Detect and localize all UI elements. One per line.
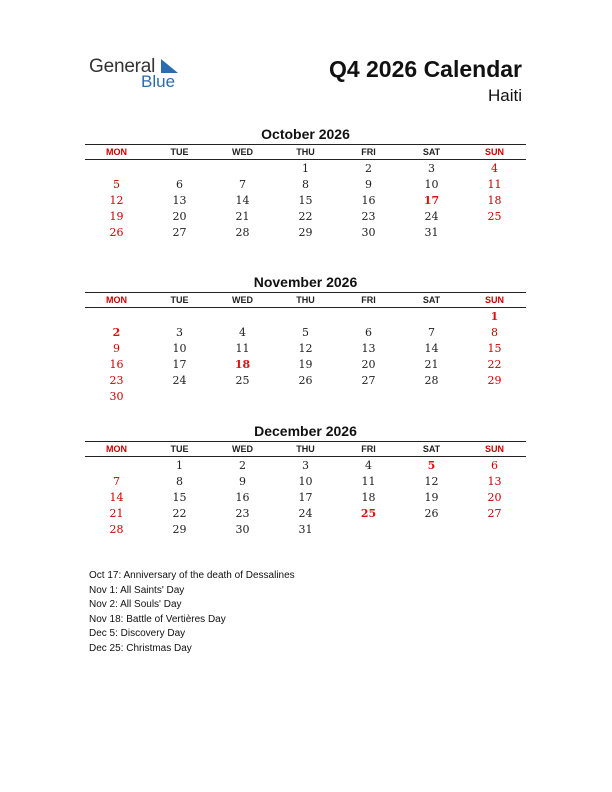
empty-day-cell	[337, 309, 400, 325]
day-cell: 31	[298, 523, 313, 536]
day-cell: 27	[487, 507, 502, 520]
day-header-row	[85, 144, 526, 160]
day-cell: 13	[487, 475, 502, 488]
week-row	[85, 225, 526, 241]
day-cell: 11	[361, 475, 376, 488]
day-cell: 9	[365, 178, 372, 191]
day-cell: 26	[298, 374, 313, 387]
empty-day-cell	[337, 389, 400, 405]
month-grid	[85, 161, 526, 241]
day-cell: 22	[172, 507, 187, 520]
day-cell: 9	[239, 475, 246, 488]
day-cell: 15	[172, 491, 187, 504]
day-cell: 20	[172, 210, 187, 223]
day-cell: 24	[298, 507, 313, 520]
month-december	[85, 422, 526, 538]
logo	[89, 56, 189, 96]
month-grid	[85, 309, 526, 405]
day-cell: 29	[298, 226, 313, 239]
day-header-thu: THU	[296, 444, 315, 454]
day-cell: 7	[428, 326, 435, 339]
day-cell: 16	[109, 358, 124, 371]
week-row	[85, 193, 526, 209]
day-cell: 13	[361, 342, 376, 355]
day-cell: 23	[361, 210, 376, 223]
month-october	[85, 125, 526, 241]
day-cell: 26	[424, 507, 439, 520]
day-cell: 7	[113, 475, 120, 488]
day-cell: 6	[365, 326, 372, 339]
country-name: Haiti	[487, 86, 522, 105]
empty-day-cell	[85, 161, 148, 177]
day-cell: 30	[235, 523, 250, 536]
day-cell: 24	[172, 374, 187, 387]
day-cell: 14	[424, 342, 439, 355]
holiday-list	[89, 569, 295, 656]
logo-text-blue: Blue	[141, 72, 176, 91]
day-cell: 16	[361, 194, 376, 207]
month-grid	[85, 458, 526, 538]
week-row	[85, 357, 526, 373]
day-cell: 18	[487, 194, 502, 207]
month-title: October 2026	[261, 126, 350, 142]
day-header-sun: SUN	[484, 147, 504, 157]
day-header-tue: TUE	[170, 147, 189, 157]
empty-day-cell	[148, 389, 211, 405]
empty-day-cell	[148, 161, 211, 177]
day-header-wed: WED	[232, 444, 253, 454]
day-cell: 11	[235, 342, 250, 355]
day-cell: 4	[239, 326, 246, 339]
day-header-tue: TUE	[170, 295, 189, 305]
day-cell: 5	[113, 178, 120, 191]
empty-day-cell	[211, 389, 274, 405]
day-header-fri: FRI	[361, 444, 376, 454]
day-cell: 15	[298, 194, 313, 207]
week-row	[85, 309, 526, 325]
day-cell: 25	[360, 507, 377, 520]
day-cell: 29	[487, 374, 502, 387]
day-cell: 23	[109, 374, 124, 387]
empty-day-cell	[463, 225, 526, 241]
day-cell: 1	[302, 162, 309, 175]
empty-day-cell	[211, 161, 274, 177]
day-cell: 21	[235, 210, 250, 223]
empty-day-cell	[400, 522, 463, 538]
holiday-item: Dec 25: Christmas Day	[89, 642, 192, 654]
week-row	[85, 161, 526, 177]
day-header-thu: THU	[296, 147, 315, 157]
day-cell: 8	[176, 475, 183, 488]
day-cell: 28	[235, 226, 250, 239]
day-header-row	[85, 441, 526, 457]
day-cell: 15	[487, 342, 502, 355]
day-header-tue: TUE	[170, 444, 189, 454]
day-cell: 2	[239, 459, 246, 472]
week-row	[85, 389, 526, 405]
day-header-row	[85, 292, 526, 308]
day-header-mon: MON	[106, 295, 127, 305]
day-header-sun: SUN	[484, 295, 504, 305]
day-cell: 14	[109, 491, 124, 504]
empty-day-cell	[400, 309, 463, 325]
week-row	[85, 490, 526, 506]
empty-day-cell	[85, 458, 148, 474]
day-cell: 10	[172, 342, 187, 355]
day-cell: 2	[112, 326, 121, 339]
holiday-item: Oct 17: Anniversary of the death of Dessalines	[89, 570, 295, 581]
month-november	[85, 273, 526, 405]
week-row	[85, 341, 526, 357]
day-cell: 17	[423, 194, 440, 207]
day-cell: 10	[298, 475, 313, 488]
month-title: December 2026	[254, 423, 357, 439]
empty-day-cell	[400, 389, 463, 405]
day-header-sun: SUN	[484, 444, 504, 454]
day-cell: 31	[424, 226, 439, 239]
day-cell: 30	[361, 226, 376, 239]
day-cell: 1	[176, 459, 183, 472]
day-cell: 3	[302, 459, 309, 472]
day-cell: 22	[298, 210, 313, 223]
day-cell: 1	[490, 310, 499, 323]
empty-day-cell	[463, 522, 526, 538]
day-cell: 27	[172, 226, 187, 239]
empty-day-cell	[274, 389, 337, 405]
day-cell: 18	[234, 358, 251, 371]
day-cell: 8	[491, 326, 498, 339]
week-row	[85, 458, 526, 474]
day-header-wed: WED	[232, 295, 253, 305]
day-cell: 10	[424, 178, 439, 191]
page-title: Q4 2026 Calendar	[328, 56, 522, 82]
day-cell: 25	[235, 374, 250, 387]
day-cell: 25	[487, 210, 502, 223]
day-cell: 22	[487, 358, 502, 371]
day-cell: 13	[172, 194, 187, 207]
holiday-item: Nov 1: All Saints' Day	[89, 584, 185, 596]
week-row	[85, 209, 526, 225]
day-cell: 20	[361, 358, 376, 371]
day-cell: 12	[298, 342, 313, 355]
week-row	[85, 373, 526, 389]
day-cell: 16	[235, 491, 250, 504]
week-row	[85, 474, 526, 490]
holiday-item: Nov 2: All Souls' Day	[89, 599, 182, 610]
day-cell: 5	[427, 459, 436, 472]
day-header-thu: THU	[296, 295, 315, 305]
week-row	[85, 506, 526, 522]
day-cell: 17	[172, 358, 187, 371]
week-row	[85, 522, 526, 538]
day-header-mon: MON	[106, 444, 127, 454]
day-cell: 5	[302, 326, 309, 339]
empty-day-cell	[85, 309, 148, 325]
day-cell: 30	[109, 390, 124, 403]
holiday-item: Nov 18: Battle of Vertières Day	[89, 613, 226, 625]
month-title: November 2026	[253, 274, 358, 290]
day-header-mon: MON	[106, 147, 127, 157]
day-cell: 3	[428, 162, 435, 175]
day-cell: 6	[491, 459, 498, 472]
day-cell: 8	[302, 178, 309, 191]
day-header-sat: SAT	[422, 295, 441, 305]
empty-day-cell	[274, 309, 337, 325]
week-row	[85, 325, 526, 341]
day-cell: 27	[361, 374, 376, 387]
day-cell: 11	[487, 178, 502, 191]
day-cell: 12	[109, 194, 124, 207]
day-cell: 24	[424, 210, 439, 223]
day-cell: 19	[424, 491, 439, 504]
day-cell: 29	[172, 523, 187, 536]
day-cell: 19	[109, 210, 124, 223]
day-cell: 4	[365, 459, 372, 472]
day-cell: 6	[176, 178, 183, 191]
week-row	[85, 177, 526, 193]
day-cell: 21	[424, 358, 439, 371]
day-header-sat: SAT	[422, 444, 441, 454]
day-cell: 20	[487, 491, 502, 504]
day-cell: 2	[365, 162, 372, 175]
day-cell: 17	[298, 491, 313, 504]
day-cell: 9	[113, 342, 120, 355]
empty-day-cell	[211, 309, 274, 325]
empty-day-cell	[148, 309, 211, 325]
logo-text-general: General	[89, 56, 156, 77]
day-header-wed: WED	[232, 147, 253, 157]
day-cell: 4	[491, 162, 498, 175]
day-cell: 28	[424, 374, 439, 387]
day-header-sat: SAT	[422, 147, 441, 157]
day-header-fri: FRI	[361, 147, 376, 157]
empty-day-cell	[337, 522, 400, 538]
day-cell: 23	[235, 507, 250, 520]
day-cell: 21	[109, 507, 124, 520]
day-cell: 7	[239, 178, 246, 191]
day-cell: 26	[109, 226, 124, 239]
day-cell: 14	[235, 194, 250, 207]
empty-day-cell	[463, 389, 526, 405]
day-cell: 12	[424, 475, 439, 488]
holiday-item: Dec 5: Discovery Day	[89, 628, 186, 639]
day-cell: 18	[361, 491, 376, 504]
day-cell: 28	[109, 523, 124, 536]
day-header-fri: FRI	[361, 295, 376, 305]
day-cell: 3	[176, 326, 183, 339]
day-cell: 19	[298, 358, 313, 371]
